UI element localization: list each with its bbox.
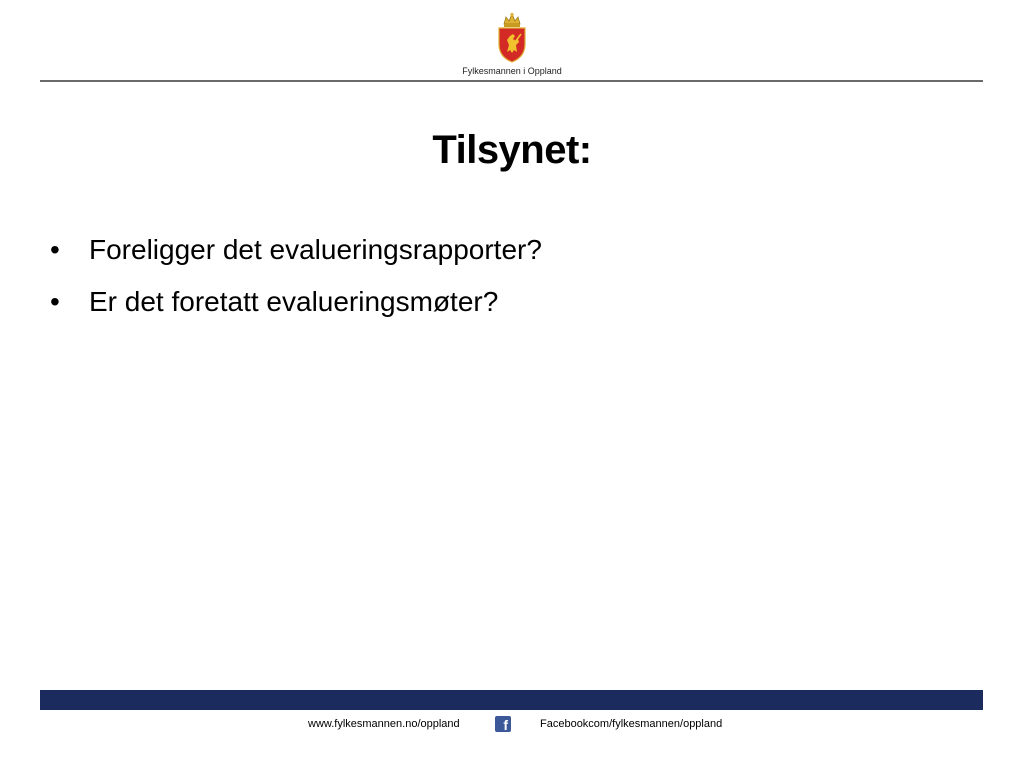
bullet-marker: • [50, 234, 60, 265]
bullet-item [50, 276, 542, 328]
bullet-marker: • [50, 286, 60, 317]
organization-name: Fylkesmannen i Oppland [462, 66, 562, 76]
footer-band [40, 690, 983, 710]
website-link[interactable]: www.fylkesmannen.no/oppland [308, 718, 460, 730]
facebook-link[interactable]: Facebookcom/fylkesmannen/oppland [540, 718, 723, 730]
facebook-icon[interactable]: f [495, 716, 511, 732]
bullet-text: Foreligger det evalueringsrapporter? [89, 234, 542, 265]
bullet-list [50, 224, 542, 328]
norway-coat-of-arms-icon [496, 12, 528, 64]
header-divider [40, 80, 983, 82]
bullet-item [50, 224, 542, 276]
bullet-text: Er det foretatt evalueringsmøter? [89, 286, 499, 317]
slide-title: Tilsynet: [432, 128, 592, 172]
